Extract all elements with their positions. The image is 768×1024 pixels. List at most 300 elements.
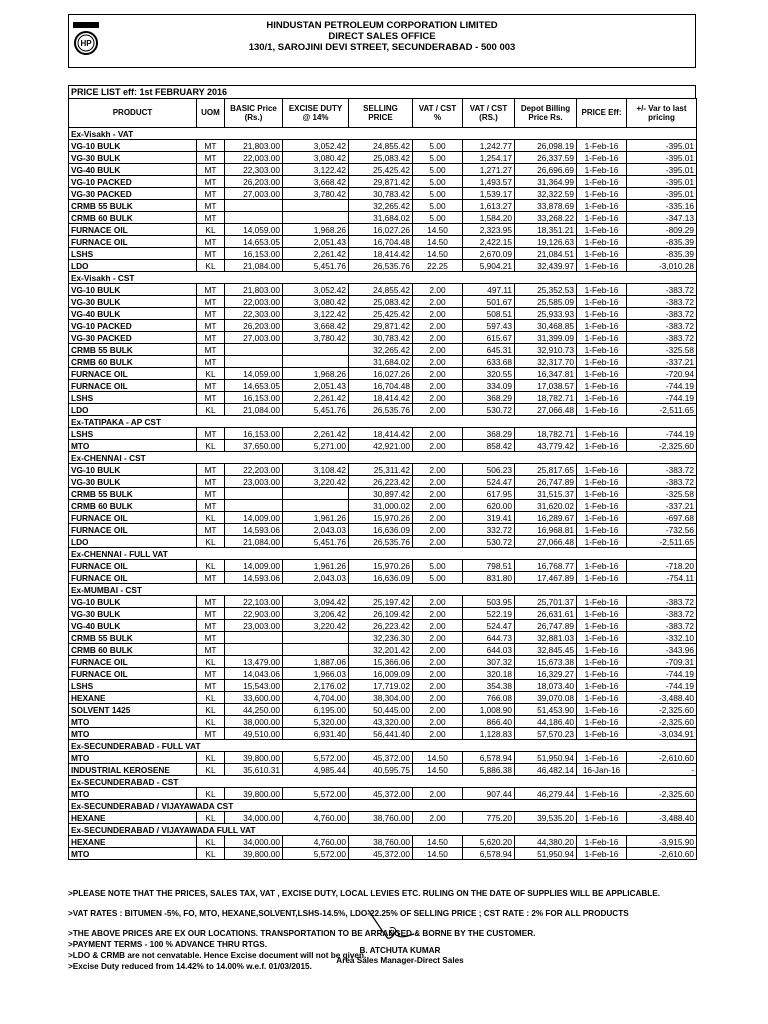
table-cell: MT: [197, 296, 225, 308]
table-cell: 1-Feb-16: [577, 392, 627, 404]
table-cell: 16-Jan-16: [577, 764, 627, 776]
table-cell: VG-10 BULK: [69, 464, 197, 476]
table-cell: 14,059.00: [225, 368, 283, 380]
table-cell: HEXANE: [69, 812, 197, 824]
table-cell: 1-Feb-16: [577, 836, 627, 848]
table-cell: -732.56: [627, 524, 697, 536]
table-cell: -343.96: [627, 644, 697, 656]
table-cell: CRMB 60 BULK: [69, 356, 197, 368]
table-cell: KL: [197, 692, 225, 704]
table-cell: 2,422.15: [463, 236, 515, 248]
table-cell: MTO: [69, 788, 197, 800]
table-cell: 15,970.26: [349, 512, 413, 524]
table-cell: 3,080.42: [283, 296, 349, 308]
table-cell: 38,760.00: [349, 836, 413, 848]
column-header: EXCISE DUTY @ 14%: [283, 99, 349, 128]
table-cell: FURNACE OIL: [69, 524, 197, 536]
table-cell: 51,453.90: [515, 704, 577, 716]
section-header-row: [69, 776, 697, 788]
table-cell: MT: [197, 320, 225, 332]
table-cell: 2.00: [413, 704, 463, 716]
table-cell: 6,195.00: [283, 704, 349, 716]
table-cell: -325.58: [627, 344, 697, 356]
table-cell: -2,325.60: [627, 704, 697, 716]
table-cell: 22,003.00: [225, 152, 283, 164]
table-cell: [225, 212, 283, 224]
table-cell: 3,108.42: [283, 464, 349, 476]
table-row: [69, 608, 697, 620]
table-cell: KL: [197, 812, 225, 824]
table-cell: LSHS: [69, 392, 197, 404]
table-cell: MT: [197, 176, 225, 188]
table-cell: 530.72: [463, 536, 515, 548]
table-cell: MT: [197, 428, 225, 440]
table-cell: KL: [197, 788, 225, 800]
table-cell: 15,366.06: [349, 656, 413, 668]
section-header-row: [69, 584, 697, 596]
table-cell: 32,881.03: [515, 632, 577, 644]
table-cell: 1-Feb-16: [577, 704, 627, 716]
table-cell: 2,261.42: [283, 428, 349, 440]
column-header: PRODUCT: [69, 99, 197, 128]
table-cell: 615.67: [463, 332, 515, 344]
table-cell: -383.72: [627, 296, 697, 308]
table-cell: 44,250.00: [225, 704, 283, 716]
section-title: Ex-TATIPAKA - AP CST: [69, 416, 697, 428]
table-cell: 2.00: [413, 788, 463, 800]
table-cell: 32,201.42: [349, 644, 413, 656]
table-cell: 26,337.59: [515, 152, 577, 164]
table-cell: [225, 200, 283, 212]
table-cell: -835.39: [627, 236, 697, 248]
letterhead: [68, 14, 696, 68]
table-cell: 16,704.48: [349, 380, 413, 392]
table-cell: 1-Feb-16: [577, 344, 627, 356]
table-cell: CRMB 55 BULK: [69, 488, 197, 500]
table-cell: 354.38: [463, 680, 515, 692]
table-cell: -3,915.90: [627, 836, 697, 848]
section-header-row: [69, 452, 697, 464]
table-cell: -383.72: [627, 608, 697, 620]
table-cell: 1-Feb-16: [577, 428, 627, 440]
table-cell: MT: [197, 608, 225, 620]
table-cell: 26,535.76: [349, 404, 413, 416]
table-cell: 2.00: [413, 296, 463, 308]
table-cell: 14,593.06: [225, 524, 283, 536]
table-cell: KL: [197, 764, 225, 776]
table-cell: MT: [197, 476, 225, 488]
table-cell: MT: [197, 164, 225, 176]
section-title: Ex-Visakh - VAT: [69, 128, 697, 140]
table-cell: 30,783.42: [349, 332, 413, 344]
table-cell: 3,052.42: [283, 284, 349, 296]
table-cell: FURNACE OIL: [69, 224, 197, 236]
table-cell: 368.29: [463, 392, 515, 404]
table-cell: 2.00: [413, 596, 463, 608]
table-cell: -332.10: [627, 632, 697, 644]
table-cell: KL: [197, 848, 225, 860]
table-cell: 25,352.53: [515, 284, 577, 296]
table-cell: 31,399.09: [515, 332, 577, 344]
table-cell: MT: [197, 728, 225, 740]
table-cell: 22,303.00: [225, 164, 283, 176]
table-cell: 23,003.00: [225, 620, 283, 632]
table-cell: 1,968.26: [283, 224, 349, 236]
table-cell: 26,109.42: [349, 608, 413, 620]
table-cell: 26,631.61: [515, 608, 577, 620]
table-cell: 5,451.76: [283, 404, 349, 416]
table-cell: 30,897.42: [349, 488, 413, 500]
table-cell: -383.72: [627, 476, 697, 488]
table-cell: 530.72: [463, 404, 515, 416]
table-cell: MT: [197, 380, 225, 392]
table-cell: 1-Feb-16: [577, 620, 627, 632]
table-cell: MT: [197, 392, 225, 404]
table-cell: 5.00: [413, 212, 463, 224]
table-cell: 32,322.59: [515, 188, 577, 200]
table-cell: 1-Feb-16: [577, 440, 627, 452]
table-cell: 3,094.42: [283, 596, 349, 608]
company-name: HINDUSTAN PETROLEUM CORPORATION LIMITED: [266, 20, 498, 31]
table-cell: [225, 500, 283, 512]
table-cell: 26,203.00: [225, 176, 283, 188]
table-row: [69, 656, 697, 668]
table-cell: 45,372.00: [349, 788, 413, 800]
table-cell: 21,084.00: [225, 260, 283, 272]
column-header: BASIC Price (Rs.): [225, 99, 283, 128]
table-cell: 1-Feb-16: [577, 236, 627, 248]
table-cell: 16,153.00: [225, 248, 283, 260]
table-cell: CRMB 55 BULK: [69, 344, 197, 356]
table-cell: [283, 500, 349, 512]
table-cell: 18,073.40: [515, 680, 577, 692]
table-row: [69, 248, 697, 260]
table-cell: 33,268.22: [515, 212, 577, 224]
table-cell: LSHS: [69, 428, 197, 440]
table-cell: MT: [197, 596, 225, 608]
table-cell: [225, 356, 283, 368]
table-cell: 858.42: [463, 440, 515, 452]
table-cell: 1-Feb-16: [577, 248, 627, 260]
table-cell: MT: [197, 332, 225, 344]
table-cell: 1,242.77: [463, 140, 515, 152]
table-row: [69, 716, 697, 728]
table-cell: 35,610.31: [225, 764, 283, 776]
table-cell: 14,059.00: [225, 224, 283, 236]
table-cell: 26,223.42: [349, 620, 413, 632]
table-cell: MT: [197, 620, 225, 632]
table-row: [69, 368, 697, 380]
table-cell: -347.13: [627, 212, 697, 224]
note-item: >VAT RATES : BITUMEN -5%, FO, MTO, HEXANE,SOLVENT,LSHS-14.5%, LDO-22.25% OF SELLING PRICE ; CST RATE : 2% FOR ALL PRODUCTS: [68, 909, 629, 918]
table-cell: 16,289.67: [515, 512, 577, 524]
table-cell: 39,800.00: [225, 848, 283, 860]
table-cell: 56,441.40: [349, 728, 413, 740]
table-cell: [225, 644, 283, 656]
table-cell: 522.19: [463, 608, 515, 620]
table-cell: 5.00: [413, 140, 463, 152]
table-cell: 46,482.14: [515, 764, 577, 776]
note-item: >THE ABOVE PRICES ARE EX OUR LOCATIONS. TRANSPORTATION TO BE ARRANGED & BORNE BY THE CUSTOMER.: [68, 929, 536, 938]
table-cell: LDO: [69, 404, 197, 416]
signatory-designation: Area Sales Manager-Direct Sales: [336, 956, 464, 965]
table-cell: 39,800.00: [225, 788, 283, 800]
table-cell: 2,176.02: [283, 680, 349, 692]
table-cell: 2.00: [413, 812, 463, 824]
table-cell: -383.72: [627, 284, 697, 296]
table-cell: 866.40: [463, 716, 515, 728]
table-cell: 25,083.42: [349, 296, 413, 308]
table-cell: 4,760.00: [283, 836, 349, 848]
table-cell: FURNACE OIL: [69, 380, 197, 392]
note-item: >PAYMENT TERMS - 100 % ADVANCE THRU RTGS.: [68, 940, 268, 949]
table-cell: 2,261.42: [283, 392, 349, 404]
table-cell: 633.68: [463, 356, 515, 368]
table-cell: 5,451.76: [283, 536, 349, 548]
table-row: [69, 392, 697, 404]
table-cell: 22,903.00: [225, 608, 283, 620]
table-cell: 1,493.57: [463, 176, 515, 188]
table-cell: 1-Feb-16: [577, 608, 627, 620]
table-cell: 45,372.00: [349, 848, 413, 860]
table-cell: MT: [197, 464, 225, 476]
table-cell: FURNACE OIL: [69, 512, 197, 524]
table-cell: 14.50: [413, 224, 463, 236]
table-cell: 2.00: [413, 440, 463, 452]
table-cell: -325.58: [627, 488, 697, 500]
table-cell: 5,886.38: [463, 764, 515, 776]
table-cell: FURNACE OIL: [69, 560, 197, 572]
table-cell: 1-Feb-16: [577, 524, 627, 536]
table-cell: 49,510.00: [225, 728, 283, 740]
table-cell: -395.01: [627, 164, 697, 176]
table-cell: -2,325.60: [627, 440, 697, 452]
table-row: [69, 440, 697, 452]
table-cell: 27,066.48: [515, 536, 577, 548]
table-cell: 22.25: [413, 260, 463, 272]
table-cell: KL: [197, 512, 225, 524]
signatory-name: B. ATCHUTA KUMAR: [359, 946, 441, 955]
table-cell: 1-Feb-16: [577, 848, 627, 860]
table-cell: 4,760.00: [283, 812, 349, 824]
table-cell: LDO: [69, 260, 197, 272]
table-cell: 644.03: [463, 644, 515, 656]
table-cell: MTO: [69, 440, 197, 452]
table-cell: KL: [197, 752, 225, 764]
table-cell: 1-Feb-16: [577, 224, 627, 236]
table-cell: KL: [197, 836, 225, 848]
table-cell: 2.00: [413, 488, 463, 500]
table-row: [69, 200, 697, 212]
table-cell: HEXANE: [69, 692, 197, 704]
table-cell: 2.00: [413, 644, 463, 656]
table-cell: 320.55: [463, 368, 515, 380]
table-cell: 16,704.48: [349, 236, 413, 248]
table-row: [69, 764, 697, 776]
table-cell: VG-10 BULK: [69, 284, 197, 296]
table-cell: 19,126.63: [515, 236, 577, 248]
price-list-document: [68, 14, 696, 1024]
table-cell: -383.72: [627, 596, 697, 608]
table-cell: 1-Feb-16: [577, 560, 627, 572]
table-cell: 334.09: [463, 380, 515, 392]
table-cell: 1-Feb-16: [577, 728, 627, 740]
table-cell: 14.50: [413, 764, 463, 776]
table-cell: 2.00: [413, 284, 463, 296]
price-list-title: PRICE LIST eff: 1st FEBRUARY 2016: [68, 85, 696, 98]
table-cell: 33,600.00: [225, 692, 283, 704]
table-cell: [283, 644, 349, 656]
table-cell: 34,000.00: [225, 812, 283, 824]
table-row: [69, 500, 697, 512]
table-cell: 1-Feb-16: [577, 596, 627, 608]
table-cell: -395.01: [627, 188, 697, 200]
table-cell: MTO: [69, 728, 197, 740]
table-cell: 25,311.42: [349, 464, 413, 476]
table-cell: [283, 344, 349, 356]
section-title: Ex-SECUNDERABAD - FULL VAT: [69, 740, 697, 752]
table-cell: MT: [197, 236, 225, 248]
table-cell: 1-Feb-16: [577, 176, 627, 188]
table-cell: 1-Feb-16: [577, 512, 627, 524]
table-cell: 1-Feb-16: [577, 572, 627, 584]
table-cell: 2.00: [413, 368, 463, 380]
table-row: [69, 236, 697, 248]
table-row: [69, 224, 697, 236]
table-cell: 3,220.42: [283, 620, 349, 632]
table-cell: 501.67: [463, 296, 515, 308]
table-cell: 46,279.44: [515, 788, 577, 800]
table-cell: 644.73: [463, 632, 515, 644]
table-cell: -744.19: [627, 380, 697, 392]
table-cell: 2.00: [413, 512, 463, 524]
table-cell: VG-30 BULK: [69, 608, 197, 620]
table-cell: 57,570.23: [515, 728, 577, 740]
office-name: DIRECT SALES OFFICE: [328, 31, 436, 42]
table-cell: VG-40 BULK: [69, 308, 197, 320]
table-cell: 1-Feb-16: [577, 692, 627, 704]
table-cell: 1-Feb-16: [577, 188, 627, 200]
table-cell: 1-Feb-16: [577, 488, 627, 500]
table-cell: 1-Feb-16: [577, 152, 627, 164]
table-cell: 16,027.26: [349, 368, 413, 380]
table-cell: 1-Feb-16: [577, 476, 627, 488]
table-cell: 2.00: [413, 476, 463, 488]
table-cell: 798.51: [463, 560, 515, 572]
table-cell: KL: [197, 260, 225, 272]
column-header: Depot Billing Price Rs.: [515, 99, 577, 128]
table-cell: 14,009.00: [225, 560, 283, 572]
table-cell: -835.39: [627, 248, 697, 260]
table-cell: 22,003.00: [225, 296, 283, 308]
table-cell: 2.00: [413, 608, 463, 620]
table-cell: 5.00: [413, 560, 463, 572]
table-cell: 617.95: [463, 488, 515, 500]
table-cell: 14,043.06: [225, 668, 283, 680]
section-title: Ex-Visakh - CST: [69, 272, 697, 284]
table-row: [69, 644, 697, 656]
table-row: [69, 668, 697, 680]
table-cell: -744.19: [627, 392, 697, 404]
table-cell: 1-Feb-16: [577, 788, 627, 800]
table-cell: 5.00: [413, 200, 463, 212]
table-cell: 1,961.26: [283, 560, 349, 572]
table-cell: 2.00: [413, 404, 463, 416]
table-cell: 645.31: [463, 344, 515, 356]
table-cell: 25,585.09: [515, 296, 577, 308]
note-item: >Excise Duty reduced from 14.42% to 14.00% w.e.f. 01/03/2015.: [68, 962, 312, 971]
table-cell: 21,084.51: [515, 248, 577, 260]
table-cell: 1-Feb-16: [577, 260, 627, 272]
table-cell: LSHS: [69, 680, 197, 692]
table-cell: 5,572.00: [283, 752, 349, 764]
table-cell: 1-Feb-16: [577, 284, 627, 296]
table-cell: KL: [197, 404, 225, 416]
table-cell: 22,103.00: [225, 596, 283, 608]
table-cell: 4,704.00: [283, 692, 349, 704]
table-cell: FURNACE OIL: [69, 656, 197, 668]
table-cell: 1-Feb-16: [577, 368, 627, 380]
table-cell: 24,855.42: [349, 140, 413, 152]
table-cell: VG-40 BULK: [69, 620, 197, 632]
table-cell: 33,878.69: [515, 200, 577, 212]
table-cell: KL: [197, 560, 225, 572]
table-cell: 1,539.17: [463, 188, 515, 200]
table-cell: VG-10 BULK: [69, 596, 197, 608]
table-cell: 2,323.95: [463, 224, 515, 236]
table-cell: -395.01: [627, 176, 697, 188]
table-row: [69, 596, 697, 608]
table-cell: 1-Feb-16: [577, 332, 627, 344]
table-row: [69, 428, 697, 440]
table-cell: 30,468.85: [515, 320, 577, 332]
table-cell: 17,038.57: [515, 380, 577, 392]
table-cell: MT: [197, 212, 225, 224]
table-cell: KL: [197, 368, 225, 380]
table-cell: MTO: [69, 716, 197, 728]
table-row: [69, 572, 697, 584]
table-cell: 3,220.42: [283, 476, 349, 488]
table-cell: CRMB 60 BULK: [69, 212, 197, 224]
table-cell: 2,043.03: [283, 524, 349, 536]
table-cell: 13,479.00: [225, 656, 283, 668]
table-cell: 508.51: [463, 308, 515, 320]
table-cell: 16,636.09: [349, 572, 413, 584]
table-row: [69, 140, 697, 152]
table-cell: 307.32: [463, 656, 515, 668]
table-cell: LDO: [69, 536, 197, 548]
table-cell: 2.00: [413, 380, 463, 392]
section-title: Ex-CHENNAI - FULL VAT: [69, 548, 697, 560]
table-cell: 32,845.45: [515, 644, 577, 656]
table-cell: 2,261.42: [283, 248, 349, 260]
table-cell: 21,803.00: [225, 140, 283, 152]
table-cell: KL: [197, 656, 225, 668]
table-cell: MT: [197, 668, 225, 680]
table-cell: [225, 488, 283, 500]
table-cell: 32,439.97: [515, 260, 577, 272]
table-cell: [283, 200, 349, 212]
table-cell: 25,817.65: [515, 464, 577, 476]
table-cell: -744.19: [627, 428, 697, 440]
table-cell: 43,320.00: [349, 716, 413, 728]
table-cell: 597.43: [463, 320, 515, 332]
table-cell: 497.11: [463, 284, 515, 296]
table-cell: 2.00: [413, 620, 463, 632]
table-cell: -383.72: [627, 320, 697, 332]
table-cell: 25,425.42: [349, 164, 413, 176]
table-cell: VG-10 PACKED: [69, 176, 197, 188]
